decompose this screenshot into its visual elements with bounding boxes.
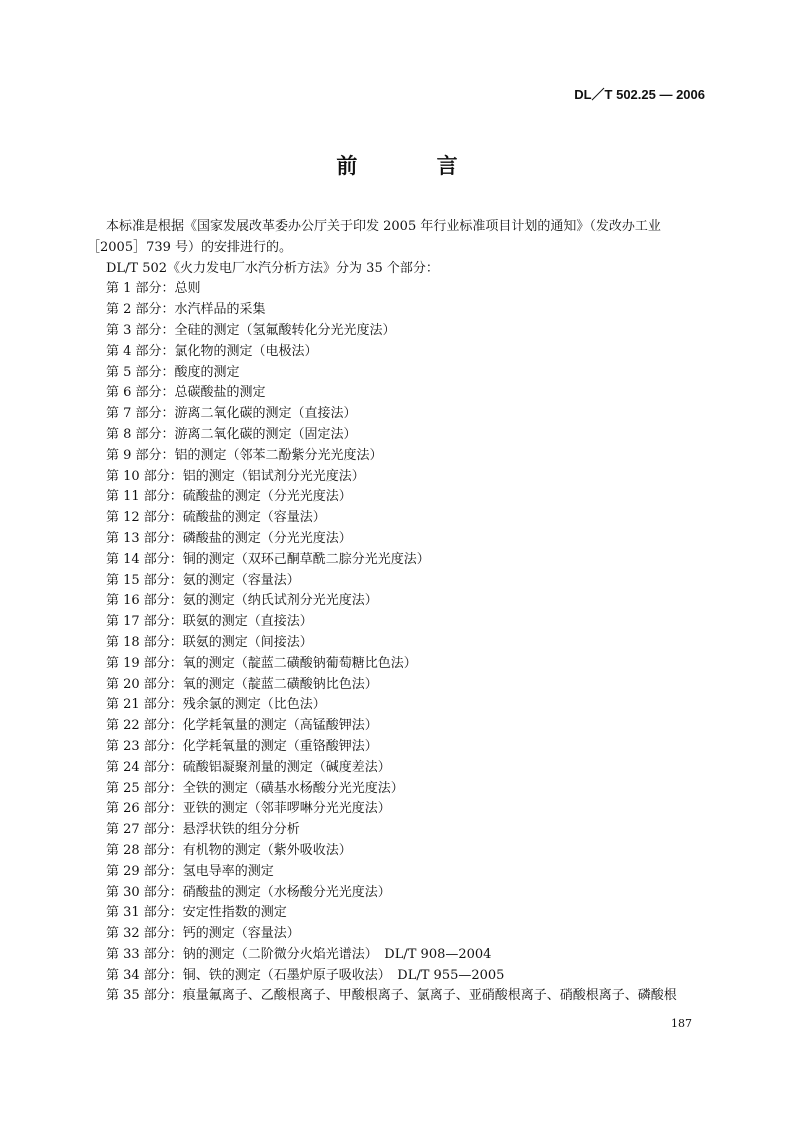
list-item: 第 31 部分：安定性指数的测定: [106, 905, 287, 921]
list-item: 第 16 部分：氨的测定（纳氏试剂分光光度法）: [106, 593, 378, 609]
list-item: 第 13 部分：磷酸盐的测定（分光光度法）: [106, 530, 352, 546]
list-item: 第 3 部分：全硅的测定（氢氟酸转化分光光度法）: [106, 322, 396, 338]
page-title: 前 言: [336, 153, 494, 178]
list-item: 第 33 部分：钠的测定（二阶微分火焰光谱法） DL/T 908—2004: [106, 946, 492, 962]
list-item: 第 25 部分：全铁的测定（磺基水杨酸分光光度法）: [106, 780, 404, 796]
list-item: 第 6 部分：总碳酸盐的测定: [106, 385, 266, 401]
list-item: 第 28 部分：有机物的测定（紫外吸收法）: [106, 842, 352, 858]
list-item: 第 10 部分：铝的测定（铝试剂分光光度法）: [106, 468, 365, 484]
list-item: 第 23 部分：化学耗氧量的测定（重铬酸钾法）: [106, 738, 378, 754]
list-item: 第 17 部分：联氨的测定（直接法）: [106, 614, 313, 630]
list-item: 第 26 部分：亚铁的测定（邻菲啰啉分光光度法）: [106, 801, 391, 817]
list-item: 第 21 部分：残余氯的测定（比色法）: [106, 697, 326, 713]
list-item: 第 15 部分：氨的测定（容量法）: [106, 572, 300, 588]
list-item: 第 20 部分：氧的测定（靛蓝二磺酸钠比色法）: [106, 676, 378, 692]
list-item: 第 11 部分：硫酸盐的测定（分光光度法）: [106, 489, 352, 505]
intro-parts-summary: DL/T 502《火力发电厂水汽分析方法》分为 35 个部分：: [106, 260, 439, 276]
list-item: 第 7 部分：游离二氧化碳的测定（直接法）: [106, 406, 357, 422]
list-item: 第 34 部分：铜、铁的测定（石墨炉原子吸收法） DL/T 955—2005: [106, 967, 505, 983]
list-item: 第 18 部分：联氨的测定（间接法）: [106, 634, 313, 650]
page-number: 187: [671, 1017, 692, 1030]
list-item: 第 30 部分：硝酸盐的测定（水杨酸分光光度法）: [106, 884, 391, 900]
list-item: 第 5 部分：酸度的测定: [106, 364, 240, 380]
list-item: 第 12 部分：硫酸盐的测定（容量法）: [106, 510, 326, 526]
list-item: 第 22 部分：化学耗氧量的测定（高锰酸钾法）: [106, 718, 378, 734]
standard-code: DL／T 502.25 — 2006: [574, 87, 705, 102]
list-item: 第 24 部分：硫酸铝凝聚剂量的测定（碱度差法）: [106, 759, 391, 775]
list-item: 第 1 部分：总则: [106, 281, 201, 297]
list-item: 第 29 部分：氢电导率的测定: [106, 863, 274, 879]
list-item: 第 19 部分：氧的测定（靛蓝二磺酸钠葡萄糖比色法）: [106, 655, 417, 671]
list-item: 第 2 部分：水汽样品的采集: [106, 302, 266, 318]
intro-paragraph: 本标准是根据《国家发展改革委办公厅关于印发 2005 年行业标准项目计划的通知》（发改办工业［2005］739 号）的安排进行的。: [87, 219, 661, 255]
parts-list: [87, 279, 707, 1007]
list-item: 第 4 部分：氯化物的测定（电极法）: [106, 343, 318, 359]
list-item: 第 35 部分：痕量氟离子、乙酸根离子、甲酸根离子、氯离子、亚硝酸根离子、硝酸根离子、磷酸根: [106, 988, 677, 1004]
list-item: 第 27 部分：悬浮状铁的组分分析: [106, 822, 300, 838]
list-item: 第 9 部分：铝的测定（邻苯二酚紫分光光度法）: [106, 447, 383, 463]
list-item: 第 32 部分：钙的测定（容量法）: [106, 926, 300, 942]
document-body: [87, 217, 707, 1007]
list-item: 第 8 部分：游离二氧化碳的测定（固定法）: [106, 426, 357, 442]
list-item: 第 14 部分：铜的测定（双环己酮草酰二腙分光光度法）: [106, 551, 430, 567]
